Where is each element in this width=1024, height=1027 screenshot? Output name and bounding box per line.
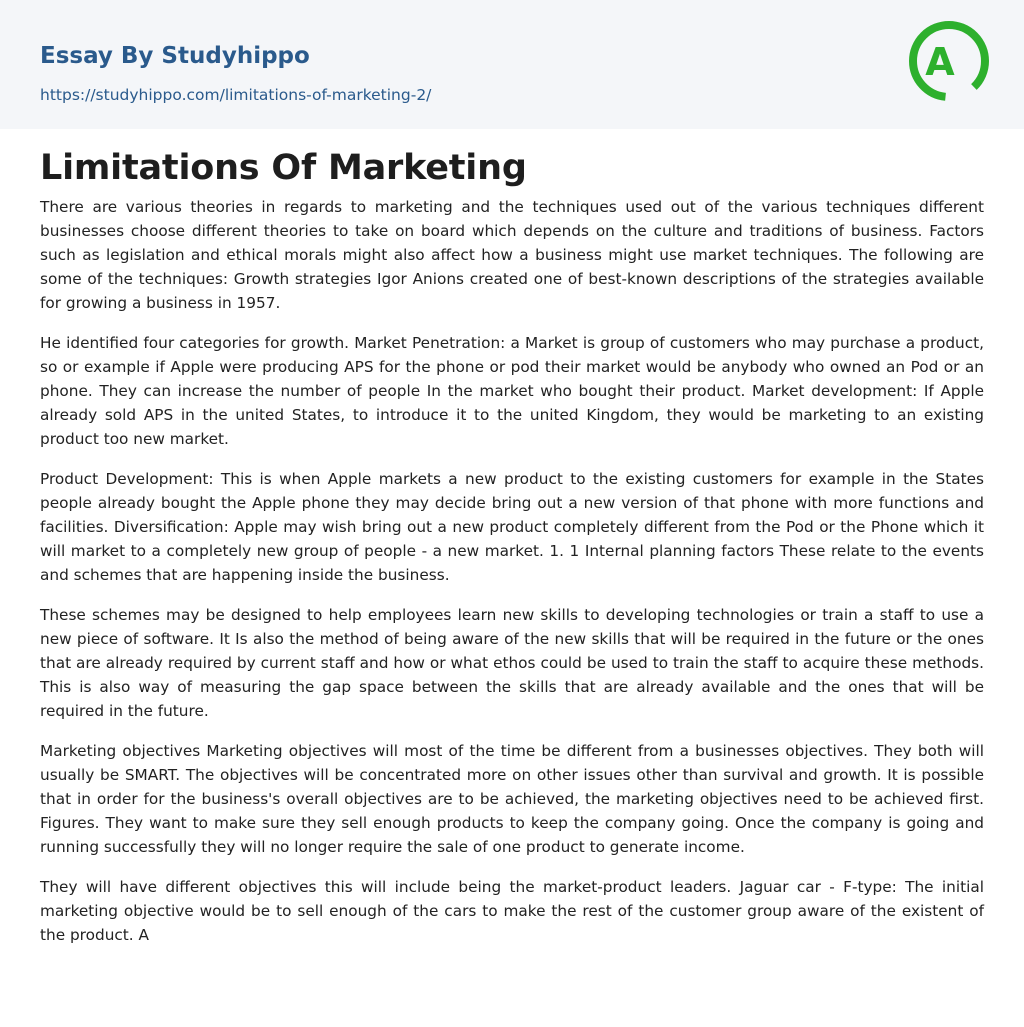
essay-paragraph: Product Development: This is when Apple markets a new product to the existing customers for example in the States people already bought the Apple phone they may decide bring out a new version of that phone with more functions and facilities. Diversification: Apple may wish bring out a new product completely different from the Pod or the Phone which it will market to a completely new group of people - a new market. 1. 1 Internal planning factors These relate to the events and schemes that are happening inside the business. [40, 470, 984, 584]
page-title: Limitations Of Marketing [40, 148, 527, 188]
essay-paragraph: These schemes may be designed to help employees learn new skills to developing technologies or train a staff to use a new piece of software. It Is also the method of being aware of the new skills that will be required in the future or the ones that are already required by current staff and how or what ethos could be used to train the staff to acquire these methods. This is also way of measuring the gap space between the skills that are already available and the ones that will be required in the future. [40, 606, 984, 720]
site-header [0, 0, 1024, 129]
studyhippo-logo-icon[interactable] [906, 18, 992, 104]
essay-paragraph: He identified four categories for growth. Market Penetration: a Market is group of customers who may purchase a product, so or example if Apple were producing APS for the phone or pod their market would be anybody who owned an Pod or an phone. They can increase the number of people In the market who bought their product. Market development: If Apple already sold APS in the united States, to introduce it to the united Kingdom, they would be marketing to an existing product too new market. [40, 334, 984, 448]
essay-paragraph: Marketing objectives Marketing objectives will most of the time be different from a businesses objectives. They both will usually be SMART. The objectives will be concentrated more on other issues other than survival and growth. It is possible that in order for the business's overall objectives are to be achieved, the marketing objectives need to be achieved first. Figures. They want to make sure they sell enough products to keep the company going. Once the company is going and running successfully they will no longer require the sale of one product to generate income. [40, 742, 984, 856]
essay-content [0, 129, 1024, 947]
source-url-link[interactable]: https://studyhippo.com/limitations-of-marketing-2/ [40, 86, 432, 104]
site-title: Essay By Studyhippo [40, 43, 310, 69]
essay-paragraph: They will have different objectives this will include being the market-product leaders. Jaguar car - F-type: The initial marketing objective would be to sell enough of the cars to make the rest of the customer group aware of the existent of the product. A [40, 878, 984, 944]
essay-paragraph: There are various theories in regards to marketing and the techniques used out of the various techniques different businesses choose different theories to take on board which depends on the culture and traditions of business. Factors such as legislation and ethical morals might also affect how a business might use market techniques. The following are some of the techniques: Growth strategies Igor Anions created one of best-known descriptions of the strategies available for growing a business in 1957. [40, 198, 984, 312]
logo-letter: A [925, 40, 955, 84]
